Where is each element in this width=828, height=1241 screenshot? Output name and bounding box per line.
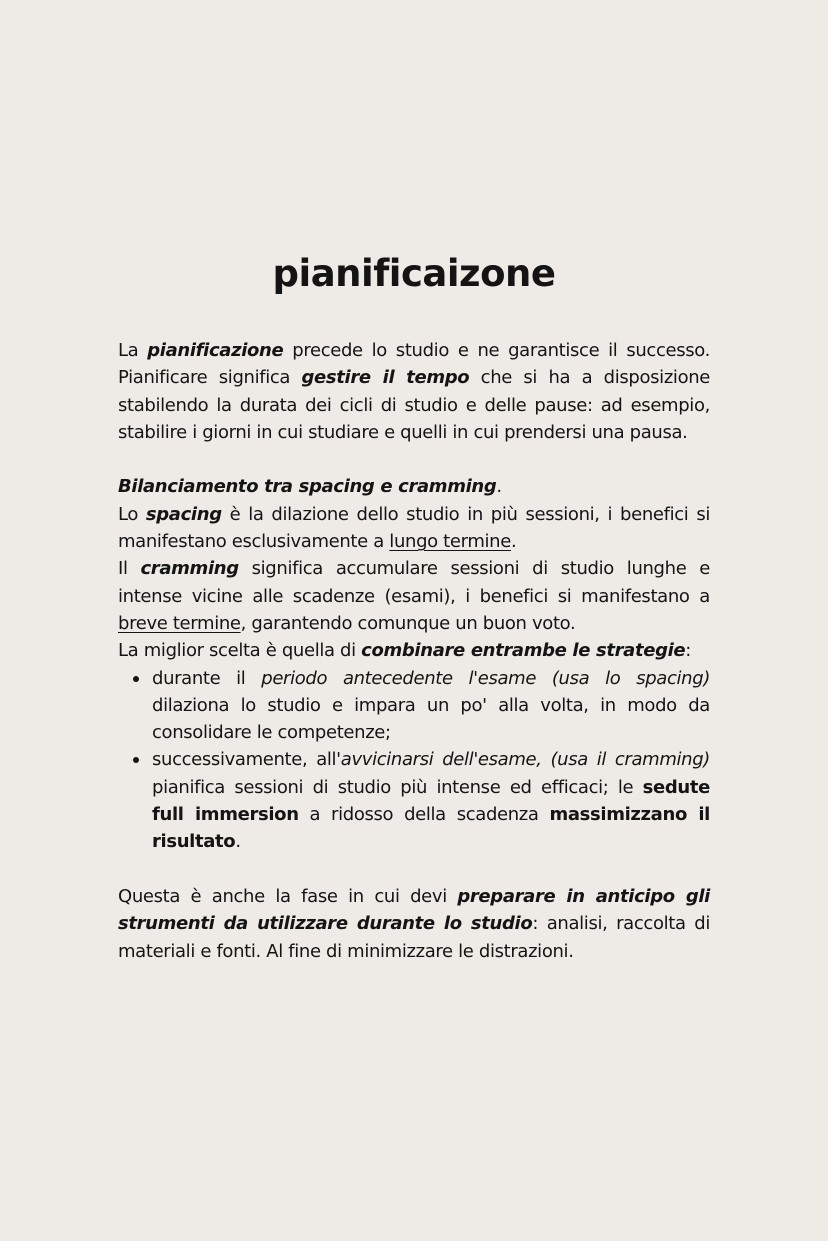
intro-paragraph bbox=[118, 337, 710, 446]
closing-text-1: Questa è anche la fase in cui devi bbox=[118, 885, 458, 907]
paragraph-gap bbox=[118, 856, 710, 883]
closing-text-2: : analisi, raccolta di materiali e fonti. Al fine di minimizzare le distrazioni. bbox=[118, 913, 710, 962]
document-body bbox=[118, 337, 710, 965]
choice-text-2: : bbox=[685, 640, 692, 662]
cramming-text-1: Il bbox=[118, 558, 141, 580]
section-heading-period: . bbox=[496, 476, 502, 498]
intro-text-3: che si ha a disposizione stabilendo la durata dei cicli di studio e delle pause: ad esempio, stabilire i giorni in cui studiare e quelli in cui prendersi una pausa. bbox=[118, 367, 711, 443]
paragraph-gap bbox=[118, 446, 710, 473]
bullet-2-bold-sedute: sedute full immersion bbox=[152, 776, 710, 826]
cramming-text-2: significa accumulare sessioni di studio lunghe e intense vicine alle scadenze (esami), i benefici si manifestano a bbox=[118, 558, 711, 607]
bullet-2-text-3: a ridosso della scadenza bbox=[298, 804, 550, 826]
closing-paragraph bbox=[118, 883, 710, 965]
closing-emphasis: preparare in anticipo gli strumenti da utilizzare durante lo studio bbox=[118, 885, 710, 935]
page-title: pianificaizone bbox=[272, 252, 556, 295]
cramming-paragraph bbox=[118, 555, 710, 637]
section-heading-text: Bilanciamento tra spacing e cramming bbox=[118, 476, 497, 498]
list-item bbox=[152, 746, 710, 855]
intro-emphasis-gestire-tempo: gestire il tempo bbox=[301, 367, 470, 389]
cramming-emphasis: cramming bbox=[140, 558, 239, 580]
bullet-2-italic: avvicinarsi dell'esame, (usa il cramming) bbox=[340, 749, 710, 771]
cramming-underline-breve-termine: breve termine bbox=[118, 612, 241, 634]
bullet-1-text-1: durante il bbox=[152, 667, 262, 689]
spacing-paragraph bbox=[118, 501, 710, 556]
cramming-text-3: , garantendo comunque un buon voto. bbox=[240, 612, 576, 634]
spacing-text-1: Lo bbox=[118, 503, 146, 525]
list-item bbox=[152, 665, 710, 747]
bullet-2-text-2: pianifica sessioni di studio più intense ed efficaci; le bbox=[152, 776, 643, 798]
intro-text-1: La bbox=[118, 340, 148, 361]
choice-text-1: La miglior scelta è quella di bbox=[118, 640, 362, 662]
bullet-2-bold-massimizzano: massimizzano il risultato bbox=[152, 804, 710, 853]
bullet-1-text-2: dilaziona lo studio e impara un po' alla volta, in modo da consolidare le competenze; bbox=[152, 694, 710, 744]
intro-emphasis-pianificazione: pianificazione bbox=[147, 340, 284, 361]
spacing-text-3: . bbox=[510, 531, 517, 553]
spacing-underline-lungo-termine: lungo termine bbox=[389, 531, 511, 553]
intro-text-2: precede lo studio e ne garantisce il successo. Pianificare significa bbox=[118, 340, 711, 389]
strategy-list bbox=[118, 665, 710, 856]
spacing-text-2: è la dilazione dello studio in più sessioni, i benefici si manifestano esclusivamente a bbox=[118, 503, 710, 553]
choice-emphasis: combinare entrambe le strategie bbox=[361, 640, 686, 662]
choice-paragraph bbox=[118, 637, 710, 664]
bullet-2-text-1: successivamente, all' bbox=[152, 749, 341, 771]
bullet-1-italic: periodo antecedente l'esame (usa lo spacing) bbox=[261, 667, 710, 689]
spacing-emphasis: spacing bbox=[145, 503, 222, 525]
section-heading bbox=[118, 473, 710, 500]
bullet-2-text-4: . bbox=[235, 831, 241, 853]
